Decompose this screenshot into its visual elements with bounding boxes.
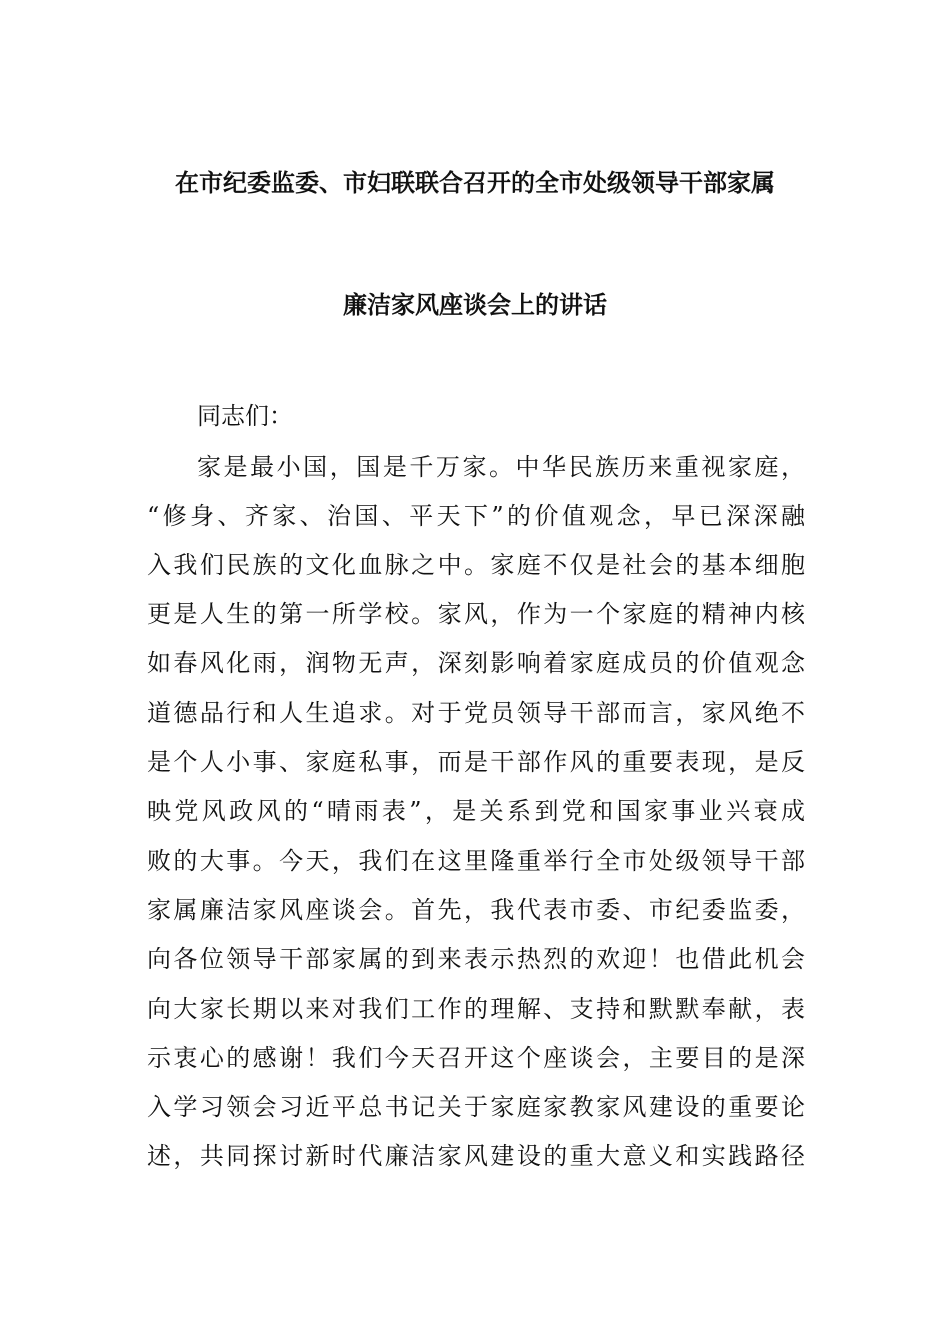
body-line-1: 家是最小国，国是千万家。中华民族历来重视家庭， [197, 453, 805, 481]
document-title-line-1: 在市纪委监委、市妇联联合召开的全市处级领导干部家属 [175, 169, 775, 197]
document-title-line-2: 廉洁家风座谈会上的讲话 [343, 291, 607, 319]
body-line-10: 家属廉洁家风座谈会。首先，我代表市委、市纪委监委， [147, 896, 805, 924]
body-line-13: 示衷心的感谢！我们今天召开这个座谈会，主要目的是深 [147, 1044, 805, 1072]
body-line-14: 入学习领会习近平总书记关于家庭家教家风建设的重要论 [147, 1093, 805, 1121]
salutation: 同志们： [197, 402, 293, 430]
body-line-9: 败的大事。今天，我们在这里隆重举行全市处级领导干部 [147, 847, 805, 875]
body-line-12: 向大家长期以来对我们工作的理解、支持和默默奉献，表 [147, 995, 805, 1023]
body-line-8: 映党风政风的“晴雨表”，是关系到党和国家事业兴衰成 [147, 797, 805, 825]
body-line-7: 是个人小事、家庭私事，而是干部作风的重要表现，是反 [147, 748, 805, 776]
body-line-4: 更是人生的第一所学校。家风，作为一个家庭的精神内核 [147, 600, 805, 628]
body-line-6: 道德品行和人生追求。对于党员领导干部而言，家风绝不 [147, 699, 805, 727]
body-line-3: 入我们民族的文化血脉之中。家庭不仅是社会的基本细胞 [147, 551, 805, 579]
body-line-5: 如春风化雨，润物无声，深刻影响着家庭成员的价值观念 [147, 649, 805, 677]
body-line-11: 向各位领导干部家属的到来表示热烈的欢迎！也借此机会 [147, 945, 805, 973]
body-line-2: “修身、齐家、治国、平天下”的价值观念，早已深深融 [147, 502, 805, 530]
body-line-15: 述，共同探讨新时代廉洁家风建设的重大意义和实践路径 [147, 1142, 805, 1170]
